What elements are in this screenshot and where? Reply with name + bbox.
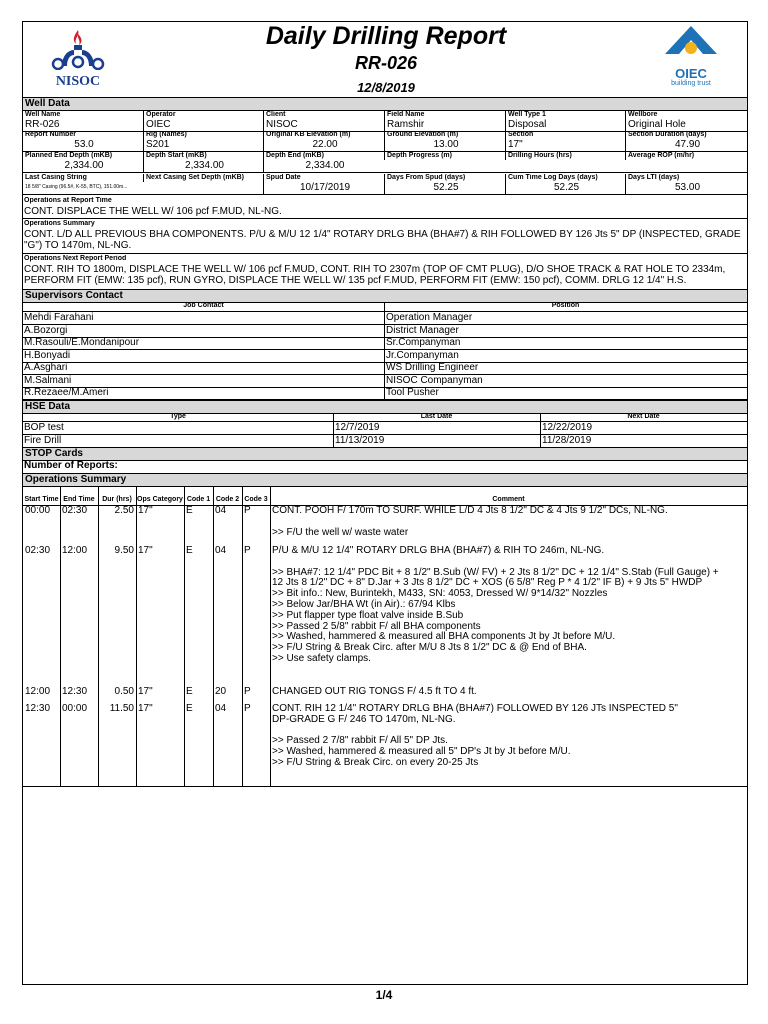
hse-next-date: 12/22/2019 — [542, 422, 593, 433]
supervisor-contact: Mehdi Farahani — [24, 312, 94, 323]
op-start-time: 00:00 — [25, 505, 51, 516]
op-code-1: E — [186, 686, 193, 697]
well-field-value: 53.00 — [625, 182, 747, 194]
supervisor-contact: H.Bonyadi — [24, 349, 71, 361]
well-field-label: Days From Spud (days) — [384, 174, 505, 182]
well-field-value: 52.25 — [505, 182, 625, 194]
supervisor-contact: M.Rasouli/E.Mondanipour — [24, 337, 140, 348]
report-title: Daily Drilling Report — [265, 22, 507, 50]
hse-section-title: HSE Data — [23, 400, 747, 414]
col-hse-next-date: Next Date — [627, 413, 660, 420]
op-end-time: 12:00 — [62, 545, 88, 556]
op-comment-line: >> Washed, hammered & measured all BHA components Jt by Jt before M/U. — [272, 631, 616, 643]
well-field-label: Wellbore — [625, 111, 747, 119]
well-field-label: Spud Date — [263, 174, 384, 182]
supervisor-position: Tool Pusher — [386, 387, 439, 398]
op-comment-line: DP-GRADE G F/ 246 TO 1470m, NL-NG. — [272, 713, 456, 725]
well-field-label: Next Casing Set Depth (mKB) — [143, 174, 263, 182]
col-duration: Dur (hrs) — [102, 496, 132, 503]
supervisor-position: NISOC Companyman — [386, 374, 483, 386]
ops-summary-text: CONT. L/D ALL PREVIOUS BHA COMPONENTS. P/U & M/U 12 1/4" ROTARY DRLG BHA (BHA#7) & RIH FOLLOWED BY 126 Jts 5" DP (INSPECTED, GRADE "G") TO 1470m, NL-NG. — [24, 229, 741, 251]
well-field-value: RR-026 — [25, 119, 60, 130]
supervisor-position: Jr.Companyman — [386, 349, 459, 361]
well-field-value: OIEC — [143, 119, 263, 131]
ops-at-report-text: CONT. DISPLACE THE WELL W/ 106 pcf F.MUD, NL-NG. — [24, 206, 282, 217]
col-comment: Comment — [492, 496, 525, 503]
well-field-label: Days LTI (days) — [625, 174, 747, 182]
op-code-1: E — [186, 545, 193, 556]
well-field-value: 10/17/2019 — [263, 182, 384, 194]
supervisor-position: WS Drilling Engineer — [386, 362, 479, 373]
op-code-3: P — [244, 703, 251, 714]
hse-last-date: 12/7/2019 — [335, 422, 380, 433]
report-header — [23, 22, 747, 97]
supervisor-position: Sr.Companyman — [386, 337, 461, 348]
well-field-label: Client — [263, 111, 384, 119]
well-field-label: Operator — [143, 111, 263, 119]
well-field-label: Depth Progress (m) — [384, 152, 505, 160]
ops-next-text: CONT. RIH TO 1800m, DISPLACE THE WELL W/ 106 pcf F.MUD, CONT. RIH TO 2307m (TOP OF CMT PLUG), D/O SHOE TRACK & RAT HOLE TO 2334m, PERFORM FIT (EMW: 135 pcf), RUN GYRO, DISPLACE THE WELL W/ 135 pcf F.MUD, PERFORM FIT (EMW: 150 pcf), COMM. DRLG 12 1/4" H.S. — [24, 264, 726, 286]
col-hse-last-date: Last Date — [420, 413, 453, 420]
col-code-1: Code 1 — [186, 496, 211, 503]
op-comment-line: 12 Jts 8 1/2" DC + 8" D.Jar + 3 Jts 8 1/2" DC + XOS (6 5/8" Reg P * 4 1/2" IF B) + 9 Jts 5" HWDP — [272, 577, 703, 589]
op-code-1: E — [186, 505, 193, 516]
well-field-label: Last Casing String — [25, 174, 87, 181]
op-comment-line: >> Washed, hammered & measured all 5" DP's Jt by Jt before M/U. — [272, 746, 571, 758]
supervisor-position: District Manager — [386, 324, 459, 336]
well-data-section-title: Well Data — [23, 97, 747, 111]
op-duration: 0.50 — [114, 686, 134, 697]
well-field-value: Disposal — [505, 119, 625, 131]
hse-last-date: 11/13/2019 — [335, 434, 385, 446]
oiec-emblem-icon — [663, 24, 719, 62]
col-end-time: End Time — [63, 496, 95, 503]
oiec-logo-text: OIEC — [675, 66, 707, 81]
well-field-value: 47.90 — [625, 139, 747, 151]
ops-at-report-label: Operations at Report Time — [24, 197, 112, 204]
op-start-time: 12:00 — [25, 686, 51, 697]
well-field-value: 52.25 — [384, 182, 505, 194]
op-code-3: P — [244, 545, 251, 556]
op-code-2: 20 — [215, 686, 227, 697]
nisoc-logo — [35, 26, 121, 94]
op-end-time: 02:30 — [62, 505, 88, 516]
report-subtitle: RR-026 — [354, 53, 418, 73]
ops-next-label: Operations Next Report Period — [24, 255, 127, 262]
op-duration: 11.50 — [109, 703, 134, 714]
well-field-value: 17" — [505, 139, 625, 151]
op-category: 17" — [138, 686, 153, 697]
supervisors-section-title: Supervisors Contact — [23, 289, 747, 303]
well-field-label: Cum Time Log Days (days) — [505, 174, 625, 182]
well-field-label: Section Duration (days) — [625, 131, 747, 139]
well-field-value: Ramshir — [384, 119, 505, 131]
well-field-label: Rig (Names) — [143, 131, 263, 139]
op-comment-line: >> F/U the well w/ waste water — [272, 526, 409, 538]
well-field-value: Original Hole — [625, 119, 747, 131]
stop-cards-section-title: STOP Cards — [23, 447, 747, 461]
report-page — [22, 21, 748, 985]
well-field-label: Planned End Depth (mKB) — [25, 152, 113, 159]
op-code-3: P — [244, 686, 251, 697]
well-field-label: Section — [505, 131, 625, 139]
ops-table-section-title: Operations Summary — [23, 473, 747, 487]
well-field-label: Average ROP (m/hr) — [625, 152, 747, 160]
col-job-contact: Job Contact — [183, 302, 224, 309]
supervisor-contact: M.Salmani — [24, 374, 72, 386]
op-start-time: 02:30 — [25, 545, 51, 556]
nisoc-emblem-icon — [48, 26, 108, 70]
op-code-2: 04 — [215, 703, 227, 714]
op-start-time: 12:30 — [25, 703, 51, 714]
col-ops-category: Ops Category — [137, 496, 183, 503]
op-category: 17" — [138, 545, 153, 556]
oiec-logo — [649, 24, 733, 94]
op-end-time: 12:30 — [62, 686, 88, 697]
op-comment-line: CONT. RIH 12 1/4" ROTARY DRLG BHA (BHA#7) FOLLOWED BY 126 JTs INSPECTED 5" — [272, 703, 678, 714]
well-field-value: S201 — [143, 139, 263, 151]
well-field-label: Ground Elevation (m) — [384, 131, 505, 139]
well-field-value: 2,334.00 — [143, 160, 263, 172]
well-field-value: 13.00 — [384, 139, 505, 151]
supervisor-contact: R.Rezaee/M.Ameri — [24, 387, 109, 398]
well-field-label: Depth End (mKB) — [263, 152, 384, 160]
op-comment-line: >> Below Jar/BHA Wt (in Air).: 67/94 Klbs — [272, 599, 456, 610]
op-code-3: P — [244, 505, 251, 516]
well-field-label: Report Number — [25, 131, 76, 138]
col-start-time: Start Time — [24, 496, 59, 503]
well-field-value: 18 5/8" Casing (96.5#, K-55, BTC), 151.00m... — [25, 184, 128, 190]
hse-type: Fire Drill — [24, 434, 62, 446]
col-code-3: Code 3 — [244, 496, 268, 503]
op-comment-line: >> Bit info.: New, Burintekh, M433, SN: 4053, Dressed W/ 9*14/32" Nozzles — [272, 588, 608, 600]
supervisor-contact: A.Asghari — [24, 362, 68, 373]
report-titles — [223, 22, 549, 96]
op-code-1: E — [186, 703, 193, 714]
op-category: 17" — [138, 505, 153, 516]
op-comment-line: >> Passed 2 5/8" rabbit F/ all BHA components — [272, 620, 481, 632]
oiec-tagline: building trust — [671, 80, 711, 87]
hse-type: BOP test — [24, 422, 64, 433]
stop-cards-number-label: Number of Reports: — [24, 460, 118, 471]
well-field-label: Depth Start (mKB) — [143, 152, 263, 160]
op-code-2: 04 — [215, 505, 227, 516]
op-comment-line: >> Put flapper type float valve inside B.Sub — [272, 609, 464, 621]
well-field-value: NISOC — [263, 119, 384, 131]
op-duration: 2.50 — [114, 505, 134, 516]
op-comment-line: CHANGED OUT RIG TONGS F/ 4.5 ft TO 4 ft. — [272, 686, 477, 697]
page-indicator: 1/4 — [375, 988, 393, 1002]
hse-next-date: 11/28/2019 — [542, 434, 592, 446]
well-field-label: Original KB Elevation (m) — [263, 131, 384, 139]
op-code-2: 04 — [215, 545, 227, 556]
op-comment-line: P/U & M/U 12 1/4" ROTARY DRLG BHA (BHA#7) & RIH TO 246m, NL-NG. — [272, 545, 605, 556]
op-category: 17" — [138, 703, 153, 714]
op-comment-line: >> BHA#7: 12 1/4" PDC Bit + 8 1/2" B.Sub (W/ FV) + 2 Jts 8 1/2" DC + 12 1/4" S.Stab (Full Gauge) + — [272, 566, 719, 578]
well-field-value: 2,334.00 — [263, 160, 384, 172]
supervisor-contact: A.Bozorgi — [24, 324, 68, 336]
op-comment-line: >> Use safety clamps. — [272, 653, 371, 664]
report-date: 12/8/2019 — [357, 80, 415, 95]
well-field-label: Field Name — [384, 111, 505, 119]
well-field-value: 22.00 — [263, 139, 384, 151]
supervisor-position: Operation Manager — [386, 312, 473, 323]
col-code-2: Code 2 — [215, 496, 240, 503]
op-comment-line: >> F/U String & Break Circ. on every 20-25 Jts — [272, 757, 479, 768]
op-comment-line: >> Passed 2 7/8" rabbit F/ All 5" DP Jts. — [272, 735, 448, 747]
col-hse-type: Type — [170, 413, 186, 420]
op-end-time: 00:00 — [62, 703, 88, 714]
well-field-value: 53.0 — [74, 139, 94, 150]
op-duration: 9.50 — [114, 545, 134, 556]
well-field-value: 2,334.00 — [64, 160, 104, 171]
ops-summary-label: Operations Summary — [24, 220, 95, 227]
well-field-label: Well Name — [25, 111, 61, 118]
col-position: Position — [551, 302, 580, 309]
op-comment-line: >> F/U String & Break Circ. after M/U 8 Jts 8 1/2" DC & @ End of BHA. — [272, 642, 587, 654]
well-field-label: Well Type 1 — [505, 111, 625, 119]
well-field-label: Drilling Hours (hrs) — [505, 152, 625, 160]
op-comment-line: CONT. POOH F/ 170m TO SURF. WHILE L/D 4 Jts 8 1/2" DC & 4 Jts 9 1/2" DCs, NL-NG. — [272, 505, 668, 516]
nisoc-logo-text: NISOC — [55, 74, 101, 89]
